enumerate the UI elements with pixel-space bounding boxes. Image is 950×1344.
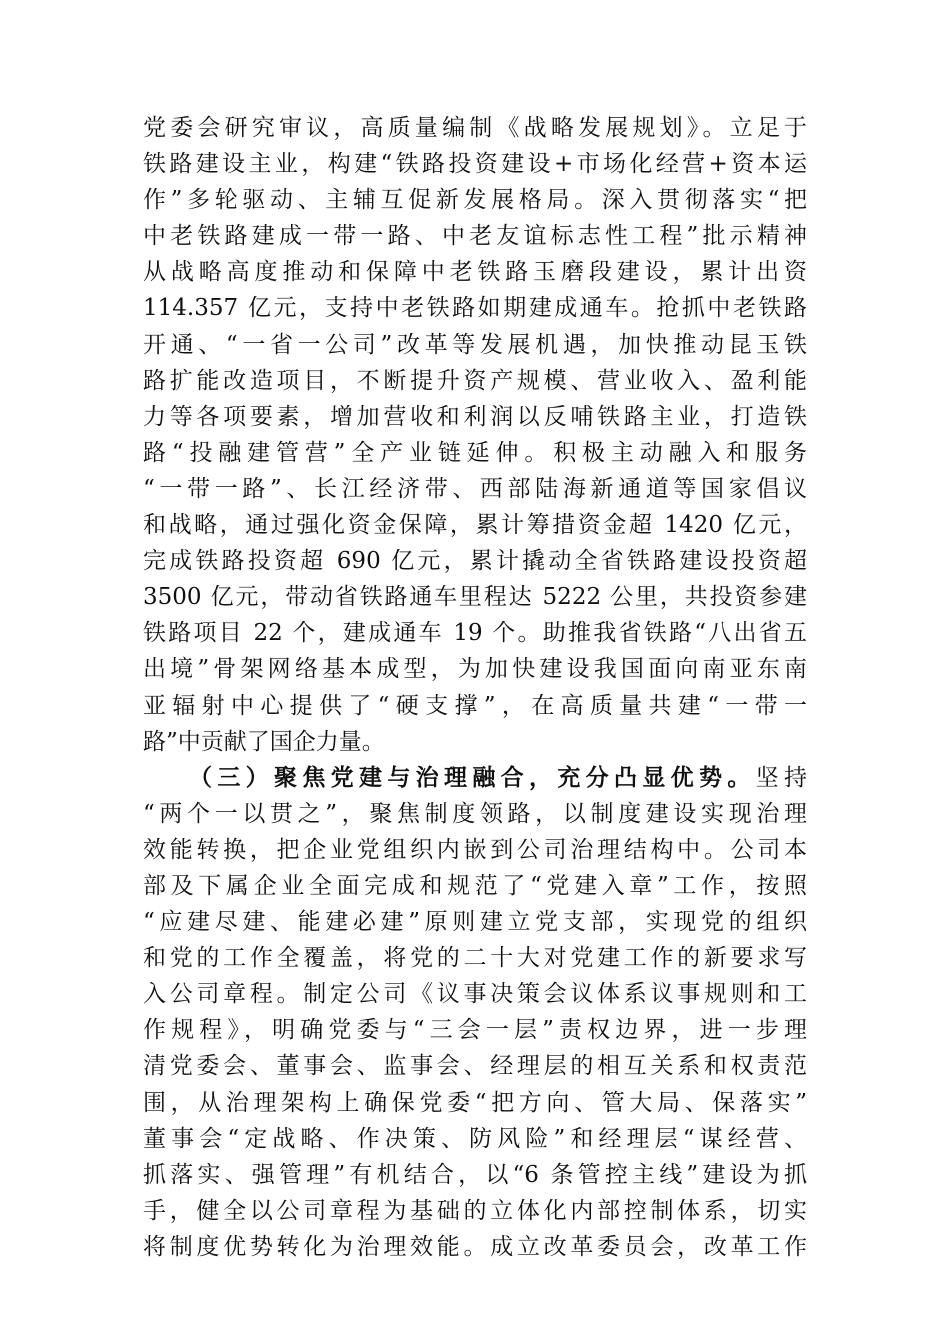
text-line: 手，健全以公司章程为基础的立体化内部控制体系，切实 — [143, 1197, 807, 1224]
text-fragment: 坚持 — [755, 764, 808, 791]
text-line: 亚辐射中心提供了“硬支撑”，在高质量共建“一带一 — [143, 692, 807, 719]
text-line: “两个一以贯之”，聚焦制度领路，以制度建设实现治理 — [143, 800, 807, 827]
section-heading: （三）聚焦党建与治理融合，充分凸显优势。 — [189, 763, 756, 791]
text-line: 和战略，通过强化资金保障，累计筹措资金超 1420 亿元， — [143, 512, 807, 539]
text-line: 和党的工作全覆盖，将党的二十大对党建工作的新要求写 — [143, 945, 807, 972]
text-line: 3500 亿元，带动省铁路通车里程达 5222 公里，共投资参建 — [143, 584, 807, 611]
text-line: 入公司章程。制定公司《议事决策会议体系议事规则和工 — [143, 981, 807, 1008]
text-line: 党委会研究审议，高质量编制《战略发展规划》。立足于 — [143, 115, 807, 141]
text-line: 中老铁路建成一带一路、中老友谊标志性工程”批示精神 — [143, 223, 807, 250]
paragraph-railway-investment — [143, 110, 807, 760]
text-line: 114.357 亿元，支持中老铁路如期建成通车。抢抓中老铁路 — [143, 295, 807, 322]
text-line: 围，从治理架构上确保党委“把方向、管大局、保落实” — [143, 1089, 807, 1116]
text-line: 路扩能改造项目，不断提升资产规模、营业收入、盈利能 — [143, 367, 807, 394]
text-line: “一带一路”、长江经济带、西部陆海新通道等国家倡议 — [143, 475, 807, 502]
text-line: 效能转换，把企业党组织内嵌到公司治理结构中。公司本 — [143, 836, 807, 863]
text-line: 铁路建设主业，构建“铁路投资建设+市场化经营+资本运 — [143, 151, 807, 178]
text-line: 作规程》，明确党委与“三会一层”责权边界，进一步理 — [143, 1017, 807, 1044]
text-line: 开通、“一省一公司”改革等发展机遇，加快推动昆玉铁 — [143, 331, 807, 358]
text-line: 作”多轮驱动、主辅互促新发展格局。深入贯彻落实“把 — [143, 187, 807, 214]
text-line: 铁路项目 22 个，建成通车 19 个。助推我省铁路“八出省五 — [143, 620, 807, 647]
text-line: 力等各项要素，增加营收和利润以反哺铁路主业，打造铁 — [143, 403, 807, 430]
text-line: 清党委会、董事会、监事会、经理层的相互关系和权责范 — [143, 1053, 807, 1080]
text-line: 路“投融建管营”全产业链延伸。积极主动融入和服务 — [143, 439, 807, 466]
text-line: “应建尽建、能建必建”原则建立党支部，实现党的组织 — [143, 909, 807, 936]
text-line: 出境”骨架网络基本成型，为加快建设我国面向南亚东南 — [143, 656, 807, 683]
text-line: 抓落实、强管理”有机结合，以“6 条管控主线”建设为抓 — [143, 1161, 807, 1188]
body-text — [143, 110, 807, 1265]
paragraph-party-governance — [143, 760, 807, 1265]
text-line: 路”中贡献了国企力量。 — [143, 728, 385, 755]
text-line: 从战略高度推动和保障中老铁路玉磨段建设，累计出资 — [143, 259, 807, 286]
text-line: 董事会“定战略、作决策、防风险”和经理层“谋经营、 — [143, 1125, 807, 1152]
text-line: 部及下属企业全面完成和规范了“党建入章”工作，按照 — [143, 872, 807, 899]
text-line: 完成铁路投资超 690 亿元，累计撬动全省铁路建设投资超 — [143, 548, 807, 575]
text-line: 将制度优势转化为治理效能。成立改革委员会，改革工作 — [143, 1233, 807, 1260]
section-heading-line — [143, 760, 807, 796]
